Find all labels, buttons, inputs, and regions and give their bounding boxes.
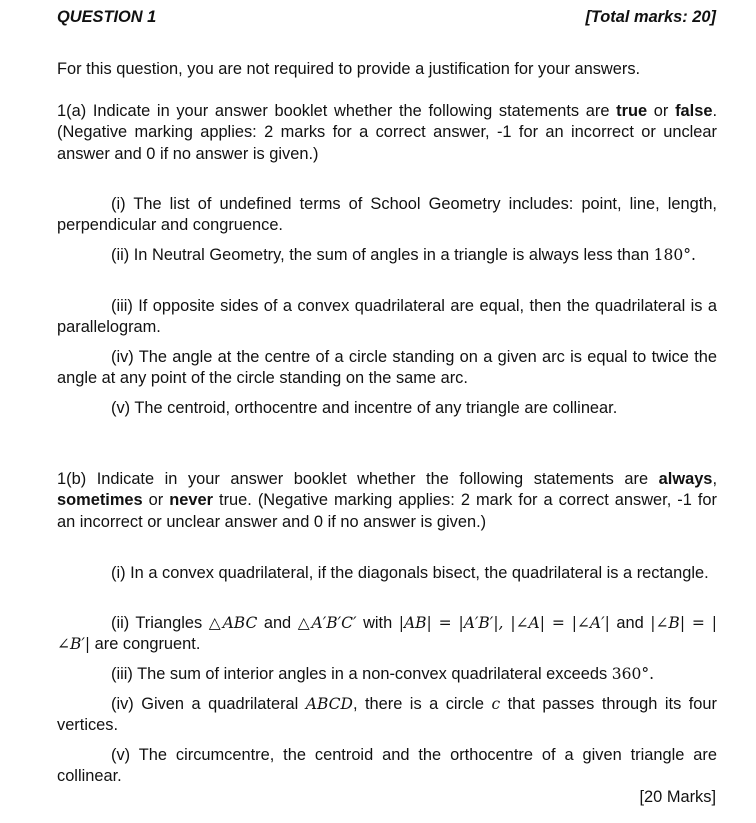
part-b-item-v: (v) The circumcentre, the centroid and the orthocentre of a given triangle are collinear. bbox=[57, 746, 717, 786]
part-b-item-i: (i) In a convex quadrilateral, if the diagonals bisect, the quadrilateral is a rectangle. bbox=[111, 564, 709, 582]
part-a-item-ii: (ii) In Neutral Geometry, the sum of angles in a triangle is always less than 180°. bbox=[111, 246, 696, 264]
part-a-instructions: 1(a) Indicate in your answer booklet whether the following statements are true or false. (Negative marking applies: 2 marks for a correct answer, -1 for an incorrect or unclear answer and 0 if no answer is given.) bbox=[57, 102, 717, 163]
intro-text: For this question, you are not required to provide a justification for your answers. bbox=[57, 60, 641, 78]
marks-footer: [20 Marks] bbox=[639, 788, 716, 806]
question-title: QUESTION 1 bbox=[57, 8, 157, 26]
part-a-item-v: (v) The centroid, orthocentre and incentre of any triangle are collinear. bbox=[111, 399, 618, 417]
part-b-instructions: 1(b) Indicate in your answer booklet whether the following statements are always, sometimes or never true. (Negative marking applies: 2 mark for a correct answer, -1 for an incorrect or unclear answer and 0 if no answer is given.) bbox=[57, 470, 717, 531]
part-b-item-ii: (ii) Triangles △ABC and △A′B′C′ with |AB| = |A′B′|, |∠A| = |∠A′| and |∠B| = |∠B′| are congruent. bbox=[57, 614, 717, 654]
part-a-item-i: (i) The list of undefined terms of School Geometry includes: point, line, length, perpendicular and congruence. bbox=[57, 195, 717, 235]
total-marks: [Total marks: 20] bbox=[585, 8, 716, 26]
part-b-item-iii: (iii) The sum of interior angles in a non-convex quadrilateral exceeds 360°. bbox=[111, 665, 655, 683]
part-a-item-iii: (iii) If opposite sides of a convex quadrilateral are equal, then the quadrilateral is a parallelogram. bbox=[57, 297, 717, 337]
part-b-item-iv: (iv) Given a quadrilateral ABCD, there is a circle c that passes through its four vertices. bbox=[57, 695, 717, 735]
question-header bbox=[57, 8, 716, 27]
part-a-item-iv: (iv) The angle at the centre of a circle standing on a given arc is equal to twice the angle at any point of the circle standing on the same arc. bbox=[57, 348, 717, 388]
